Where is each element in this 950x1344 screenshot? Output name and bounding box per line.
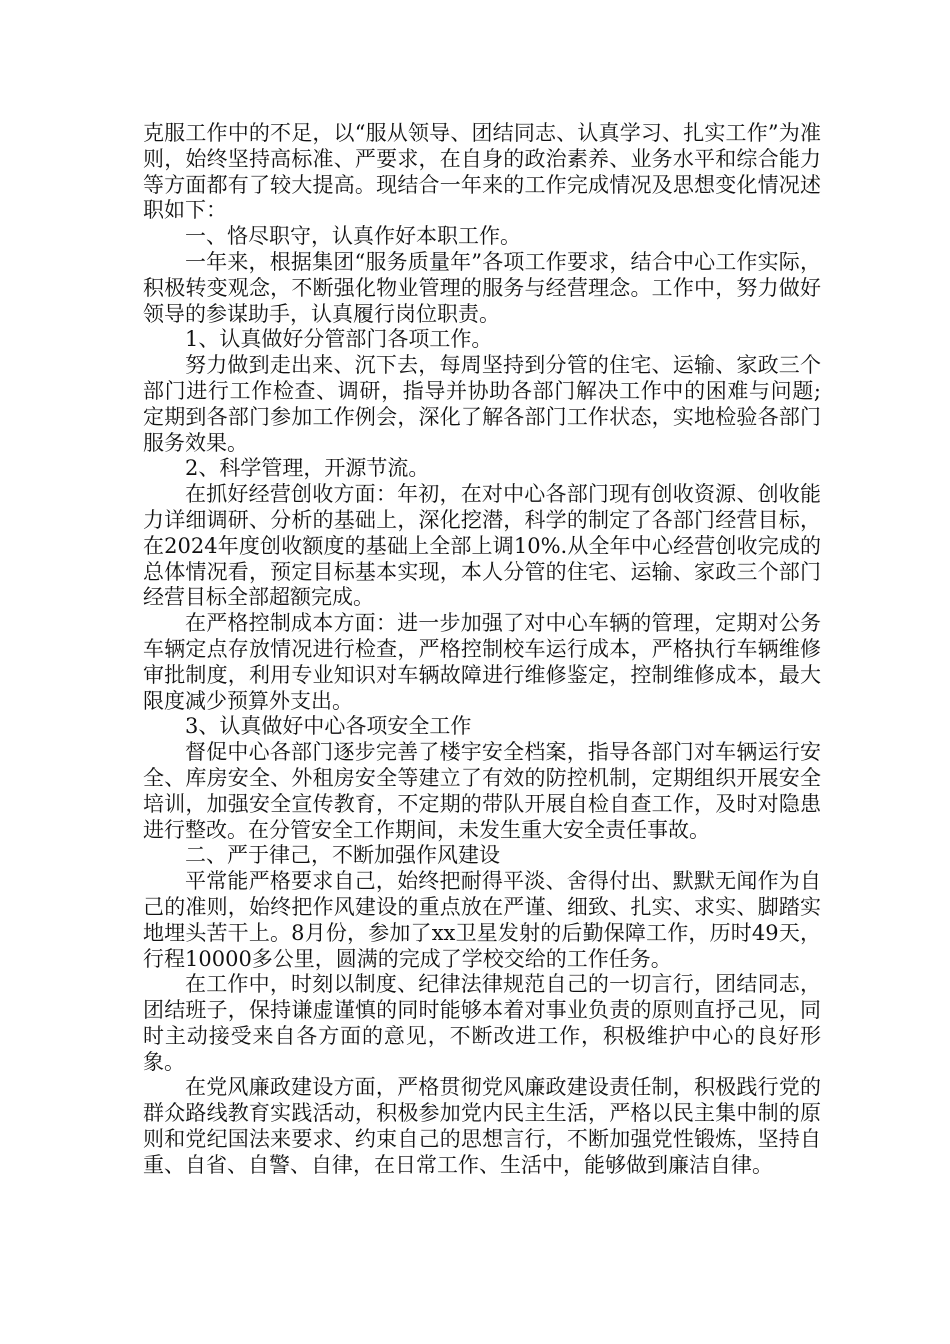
paragraph: 督促中心各部门逐步完善了楼宇安全档案，指导各部门对车辆运行安全、库房安全、外租房安全等建立了有效的防控机制，定期组织开展安全培训，加强安全宣传教育，不定期的带队开展自检自查工作，及时对隐患进行整改。在分管安全工作期间，未发生重大安全责任事故。 xyxy=(143,740,821,842)
paragraph: 一年来，根据集团“服务质量年”各项工作要求，结合中心工作实际，积极转变观念，不断强化物业管理的服务与经营理念。工作中，努力做好领导的参谋助手，认真履行岗位职责。 xyxy=(143,249,821,326)
section-heading: 一、恪尽职守，认真作好本职工作。 xyxy=(185,224,521,249)
section-heading: 二、严于律己，不断加强作风建设 xyxy=(185,843,500,868)
subsection-heading: 2、科学管理，开源节流。 xyxy=(185,456,430,481)
paragraph: 在抓好经营创收方面：年初，在对中心各部门现有创收资源、创收能力详细调研、分析的基础上，深化挖潜，科学的制定了各部门经营目标，在2024年度创收额度的基础上全部上调10%.从全年中心经营创收完成的总体情况看，预定目标基本实现，本人分管的住宅、运输、家政三个部门经营目标全部超额完成。 xyxy=(143,482,821,610)
document-body xyxy=(143,121,821,1179)
subsection-heading: 3、认真做好中心各项安全工作 xyxy=(185,714,472,739)
paragraph: 平常能严格要求自己，始终把耐得平淡、舍得付出、默默无闻作为自己的准则，始终把作风建设的重点放在严谨、细致、扎实、求实、脚踏实地埋头苦干上。8月份，参加了xx卫星发射的后勤保障工作，历时49天，行程10000多公里，圆满的完成了学校交给的工作任务。 xyxy=(143,869,821,971)
paragraph: 在党风廉政建设方面，严格贯彻党风廉政建设责任制，积极践行党的群众路线教育实践活动，积极参加党内民主生活，严格以民主集中制的原则和党纪国法来要求、约束自己的思想言行，不断加强党性锻炼，坚持自重、自省、自警、自律，在日常工作、生活中，能够做到廉洁自律。 xyxy=(143,1075,821,1177)
paragraph: 克服工作中的不足，以“服从领导、团结同志、认真学习、扎实工作”为准则，始终坚持高标准、严要求，在自身的政治素养、业务水平和综合能力等方面都有了较大提高。现结合一年来的工作完成情况及思想变化情况述职如下： xyxy=(143,121,821,223)
subsection-heading: 1、认真做好分管部门各项工作。 xyxy=(185,327,493,352)
paragraph: 在严格控制成本方面：进一步加强了对中心车辆的管理，定期对公务车辆定点存放情况进行检查，严格控制校车运行成本，严格执行车辆维修审批制度，利用专业知识对车辆故障进行维修鉴定，控制维修成本，最大限度减少预算外支出。 xyxy=(143,611,821,713)
paragraph: 在工作中，时刻以制度、纪律法律规范自己的一切言行，团结同志，团结班子，保持谦虚谨慎的同时能够本着对事业负责的原则直抒己见，同时主动接受来自各方面的意见，不断改进工作，积极维护中心的良好形象。 xyxy=(143,972,821,1074)
paragraph: 努力做到走出来、沉下去，每周坚持到分管的住宅、运输、家政三个部门进行工作检查、调研，指导并协助各部门解决工作中的困难与问题;定期到各部门参加工作例会，深化了解各部门工作状态，实地检验各部门服务效果。 xyxy=(143,353,821,455)
